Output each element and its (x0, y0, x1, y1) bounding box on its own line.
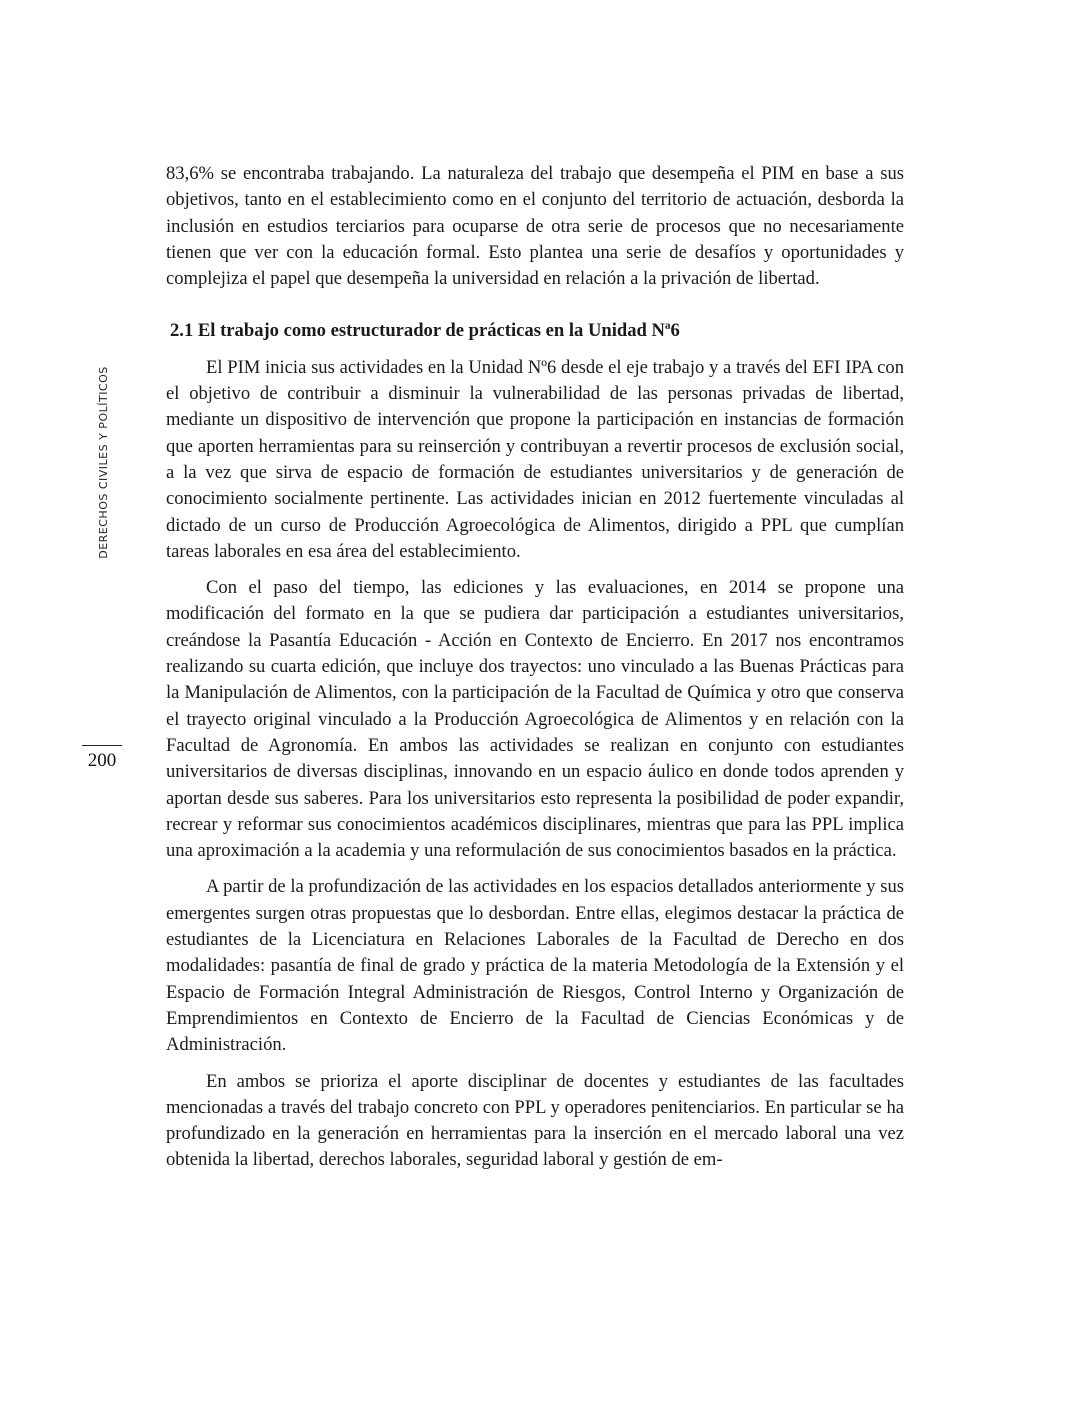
section-heading: 2.1 El trabajo como estructurador de prácticas en la Unidad Nª6 (170, 320, 680, 342)
running-head-text: DERECHOS CIVILES Y POLÍTICOS (96, 365, 110, 559)
body-paragraph: El PIM inicia sus actividades en la Unidad Nº6 desde el eje trabajo y a través del EFI IPA con el objetivo de contribuir a disminuir la vulnerabilidad de las personas privadas de libertad, mediante un dispositivo de intervención que propone la participación en instancias de formación que aporten herramientas para su reinserción y contribuyan a revertir procesos de exclusión social, a la vez que sirva de espacio de formación de estudiantes universitarios y de generación de conocimiento socialmente pertinente. Las actividades inician en 2012 fuertemente vinculadas al dictado de un curso de Producción Agroecológica de Alimentos, dirigido a PPL que cumplían tareas laborales en esa área del establecimiento. (166, 356, 904, 562)
page-number-block (82, 745, 122, 772)
running-head (88, 362, 118, 562)
opening-paragraph: 83,6% se encontraba trabajando. La naturaleza del trabajo que desempeña el PIM en base a sus objetivos, tanto en el establecimiento como en el conjunto del territorio de actuación, desborda la inclusión en estudios terciarios para ocuparse de otra serie de procesos que no necesariamente tienen que ver con la educación formal. Esto plantea una serie de desafíos y oportunidades y complejiza el papel que desempeña la universidad en relación a la privación de libertad. (166, 163, 904, 290)
body-text (166, 161, 904, 1174)
body-paragraph: En ambos se prioriza el aporte disciplinar de docentes y estudiantes de las facultades mencionadas a través del trabajo concreto con PPL y operadores penitenciarios. En particular se ha profundizado en la generación en herramientas para la inserción en el mercado laboral una vez obtenida la libertad, derechos laborales, seguridad laboral y gestión de em- (166, 1070, 904, 1171)
body-paragraph: Con el paso del tiempo, las ediciones y las evaluaciones, en 2014 se propone una modificación del formato en la que se pudiera dar participación a estudiantes universitarios, creándose la Pasantía Educación - Acción en Contexto de Encierro. En 2017 nos encontramos realizando su cuarta edición, que incluye dos trayectos: uno vinculado a las Buenas Prácticas para la Manipulación de Alimentos, con la participación de la Facultad de Química y otro que conserva el trayecto original vinculado a la Producción Agroecológica de Alimentos y en relación con la Facultad de Agronomía. En ambos las actividades se realizan en conjunto con estudiantes universitarios de diversas disciplinas, innovando en un espacio áulico en donde todos aprenden y aportan desde sus saberes. Para los universitarios esto representa la posibilidad de poder expandir, recrear y reformar sus conocimientos académicos disciplinares, mientras que para las PPL implica una aproximación a la academia y una reformulación de sus conocimientos basados en la práctica. (166, 577, 904, 862)
page-number: 200 (87, 750, 117, 771)
body-paragraph: A partir de la profundización de las actividades en los espacios detallados anteriormente y sus emergentes surgen otras propuestas que lo desbordan. Entre ellas, elegimos destacar la práctica de estudiantes de la Licenciatura en Relaciones Laborales de la Facultad de Derecho en dos modalidades: pasantía de final de grado y práctica de la materia Metodología de la Extensión y el Espacio de Formación Integral Administración de Riesgos, Control Interno y Organización de Emprendimientos en Contexto de Encierro de la Facultad de Ciencias Económicas y de Administración. (166, 876, 904, 1056)
